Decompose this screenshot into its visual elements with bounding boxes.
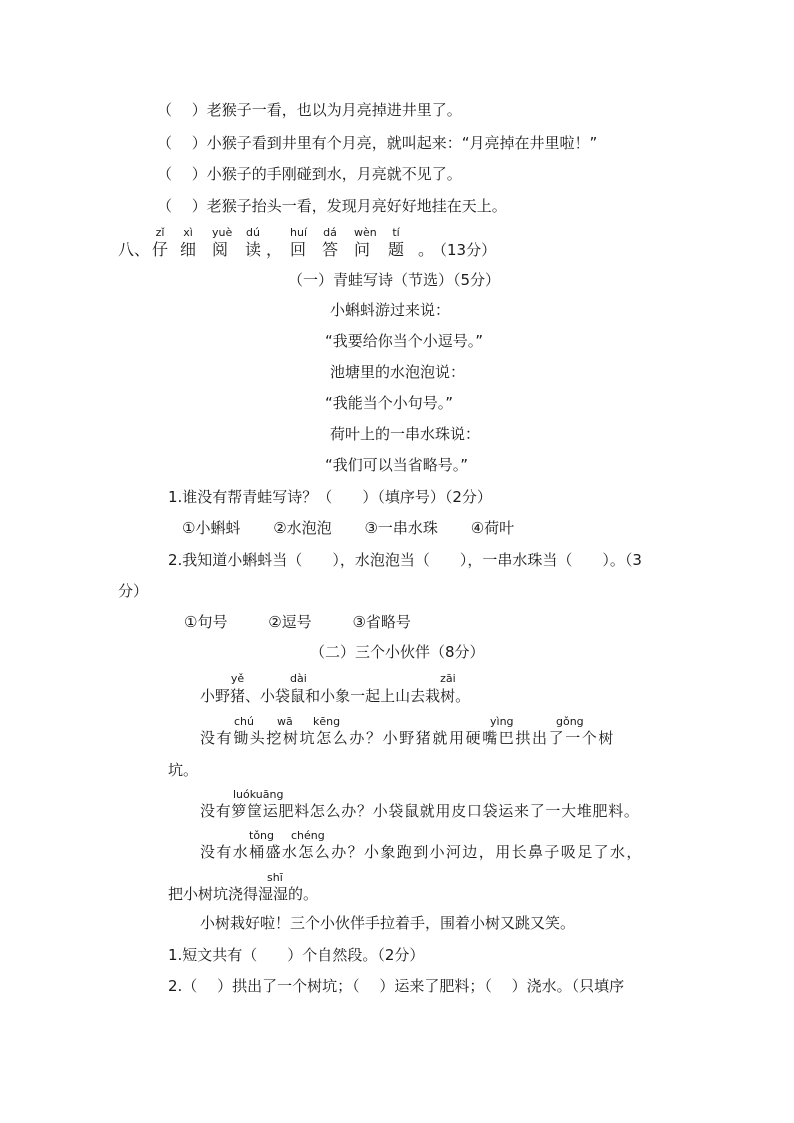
order-item: （ ）小猴子的手刚碰到水，月亮就不见了。: [157, 165, 462, 183]
pinyin: luókuāng: [233, 788, 284, 801]
title-char: xì 细: [180, 226, 197, 259]
paragraph-4-cont: 把小树坑浇得湿湿的。: [168, 885, 319, 903]
title-char: wèn 问: [354, 226, 377, 259]
part2-heading: （二）三个小伙伴（8分）: [310, 643, 485, 661]
question-1-options: [182, 518, 514, 538]
order-item: （ ）老猴子一看，也以为月亮掉进井里了。: [157, 101, 462, 119]
title-char: dú 读: [245, 226, 262, 259]
section-8-prefix: 八、: [118, 240, 151, 259]
pinyin: kēng: [313, 715, 341, 728]
pinyin: gǒng: [556, 715, 584, 728]
option: ③省略号: [352, 613, 411, 631]
poem-line: “我能当个小句号。”: [325, 394, 454, 412]
title-char: dá 答: [322, 226, 339, 259]
title-char: tí 题: [388, 226, 405, 259]
question-1: 1.短文共有（ ）个自然段。（2分）: [168, 946, 425, 964]
question-2-options: [184, 612, 411, 632]
title-char: zǐ 仔: [152, 226, 169, 259]
option: ②逗号: [268, 613, 312, 631]
pinyin: chú: [234, 715, 254, 728]
title-char: 。: [418, 240, 435, 259]
paragraph-3: 没有箩筐运肥料怎么办？小袋鼠就用皮口袋运来了一大堆肥料。: [200, 802, 640, 820]
paragraph-4: 没有水桶盛水怎么办？小象跑到小河边，用长鼻子吸足了水，: [200, 843, 643, 861]
paragraph-2-cont: 坑。: [168, 761, 199, 779]
poem-line: 池塘里的水泡泡说：: [330, 363, 466, 381]
question-2: 2.（ ）拱出了一个树坑；（ ）运来了肥料；（ ）浇水。（只填序: [168, 977, 625, 995]
title-char: ，: [266, 240, 283, 259]
option: ②水泡泡: [273, 519, 332, 537]
pinyin: shī: [267, 871, 283, 884]
paragraph-1: 小野 yě 猪、小袋 dài 鼠和小象一起上山去栽 zāi 树。: [200, 672, 471, 705]
question-2-continuation: 分）: [118, 582, 149, 600]
order-item: （ ）小猴子看到井里有个月亮，就叫起来：“月亮掉在井里啦！”: [157, 134, 598, 152]
title-char: huí 回: [290, 226, 307, 259]
question-1: 1.谁没有帮青蛙写诗？（ ）（填序号）（2分）: [168, 488, 492, 506]
section-8-score: （13分）: [432, 241, 497, 259]
paragraph-2: 没有锄头挖树坑怎么办？小野猪就用硬嘴巴拱出了一个树: [200, 729, 616, 747]
question-2: 2.我知道小蝌蚪当（ ），水泡泡当（ ），一串水珠当（ ）。（3: [168, 551, 642, 569]
paragraph-5: 小树栽好啦！三个小伙伴手拉着手，围着小树又跳又笑。: [200, 914, 576, 932]
pinyin: chéng: [291, 829, 325, 842]
option: ①小蝌蚪: [182, 519, 241, 537]
poem-line: “我要给你当个小逗号。”: [325, 332, 484, 350]
poem-line: 荷叶上的一串水珠说：: [330, 425, 481, 443]
title-char: yuè 阅: [212, 226, 233, 259]
option: ④荷叶: [470, 519, 515, 537]
poem-line: “我们可以当省略号。”: [325, 456, 469, 474]
pinyin: tǒng: [249, 829, 274, 842]
pinyin: wā: [277, 715, 293, 728]
pinyin: yìng: [490, 715, 514, 728]
poem-line: 小蝌蚪游过来说：: [330, 301, 451, 319]
part1-heading: （一）青蛙写诗（节选）（5分）: [288, 271, 501, 289]
option: ③一串水珠: [364, 519, 438, 537]
order-item: （ ）老猴子抬头一看，发现月亮好好地挂在天上。: [157, 197, 507, 215]
option: ①句号: [184, 613, 228, 631]
